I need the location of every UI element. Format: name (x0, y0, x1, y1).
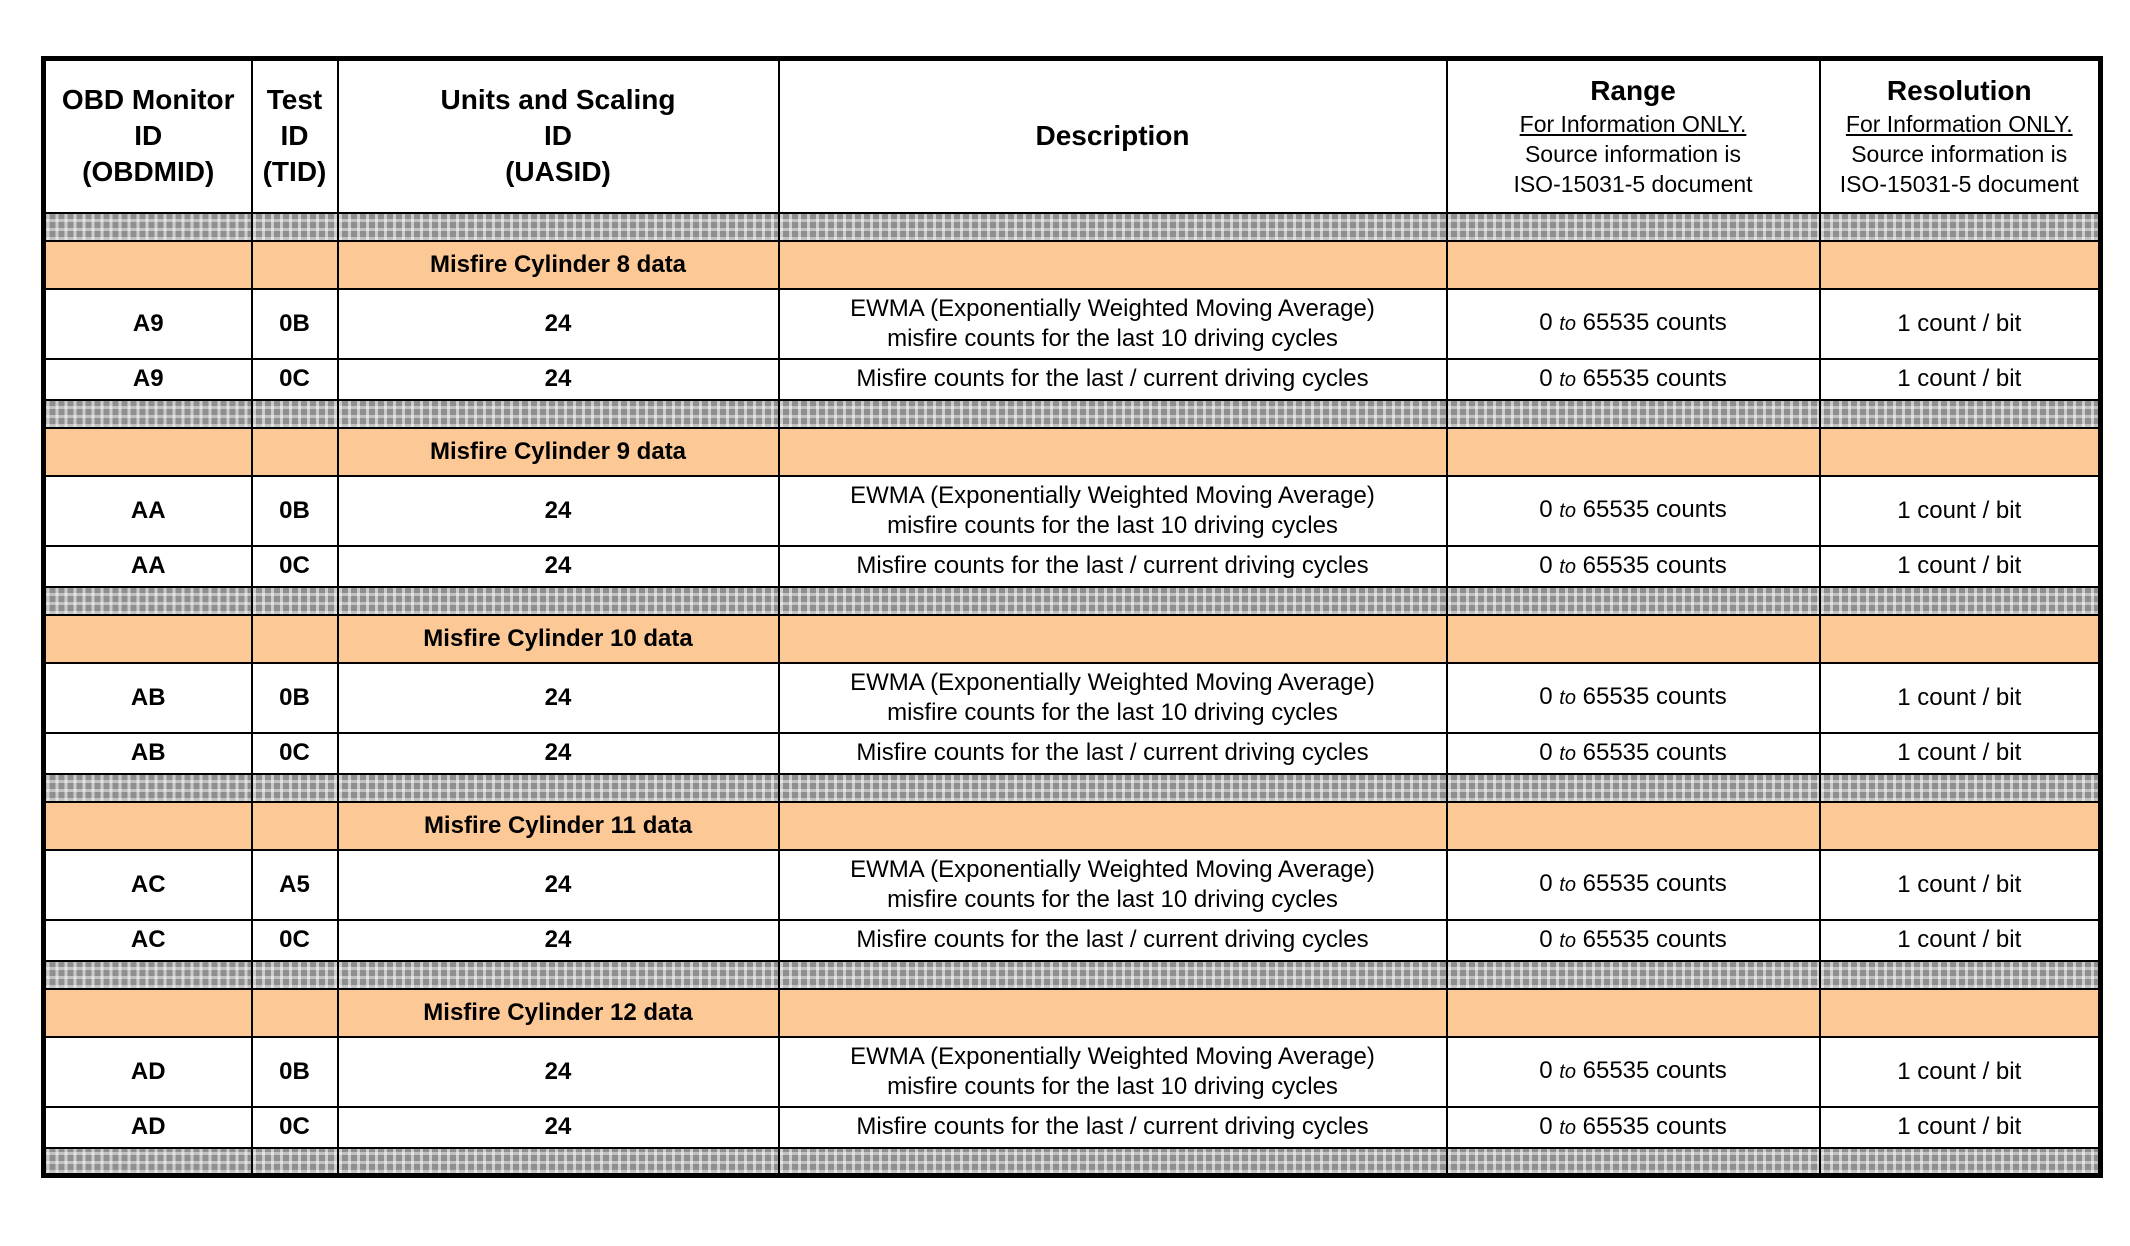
header-tid-line1: Test (266, 84, 323, 116)
tid-cell: 0B (252, 663, 338, 733)
tid-cell: 0C (252, 359, 338, 400)
tid-cell: 0B (252, 1037, 338, 1107)
header-range-note: For Information ONLY. (1519, 111, 1747, 138)
group-header-row (44, 615, 2101, 663)
group-empty-cell (252, 615, 338, 663)
header-uasid-line1: Units and Scaling (440, 84, 676, 116)
description-line2: misfire counts for the last 10 driving cycles (887, 885, 1338, 913)
separator-cell (1820, 400, 2101, 428)
group-empty-cell (44, 428, 252, 476)
separator-cell (44, 213, 252, 241)
separator-cell (44, 961, 252, 989)
header-tid (252, 59, 338, 213)
description-cell (779, 1037, 1447, 1107)
separator-cell (44, 1148, 252, 1176)
header-tid-line2: ID (280, 120, 309, 152)
separator-cell (252, 774, 338, 802)
table-row (44, 920, 2101, 961)
range-from: 0 (1539, 364, 1553, 392)
description-line2: misfire counts for the last 10 driving cycles (887, 324, 1338, 352)
table-row (44, 850, 2101, 920)
separator-cell (1447, 587, 1820, 615)
range-cell (1447, 546, 1820, 587)
tid-cell: A5 (252, 850, 338, 920)
obdmid-cell: AA (44, 546, 252, 587)
header-range-title: Range (1590, 75, 1676, 107)
header-obdmid (44, 59, 252, 213)
range-end: 65535 counts (1582, 1057, 1727, 1084)
group-empty-cell (44, 241, 252, 289)
uasid-cell: 24 (338, 1107, 779, 1148)
separator-cell (44, 587, 252, 615)
separator-cell (779, 400, 1447, 428)
description-line1: Misfire counts for the last / current driving cycles (856, 739, 1369, 766)
group-empty-cell (1820, 615, 2101, 663)
separator-cell (338, 213, 779, 241)
range-end: 65535 counts (1582, 364, 1727, 392)
separator-cell (338, 1148, 779, 1176)
range-to: to (1559, 687, 1576, 709)
range-to: to (1559, 874, 1576, 896)
description-line1: EWMA (Exponentially Weighted Moving Average) (850, 855, 1375, 883)
separator-cell (779, 1148, 1447, 1176)
table-row (44, 1037, 2101, 1107)
group-empty-cell (252, 989, 338, 1037)
separator-cell (1447, 961, 1820, 989)
separator-cell (252, 400, 338, 428)
group-title: Misfire Cylinder 10 data (338, 615, 779, 663)
table-row (44, 359, 2101, 400)
description-cell (779, 920, 1447, 961)
description-cell (779, 850, 1447, 920)
tid-cell: 0C (252, 733, 338, 774)
group-empty-cell (1447, 989, 1820, 1037)
range-cell (1447, 663, 1820, 733)
range-to: to (1559, 368, 1576, 391)
separator-cell (779, 213, 1447, 241)
header-obdmid-line3: (OBDMID) (82, 156, 215, 188)
header-resolution-src1: Source information is (1851, 141, 2068, 168)
uasid-cell: 24 (338, 1037, 779, 1107)
group-header-row (44, 428, 2101, 476)
range-cell (1447, 850, 1820, 920)
description-line1: Misfire counts for the last / current driving cycles (856, 365, 1369, 392)
range-cell (1447, 920, 1820, 961)
separator-row (44, 1148, 2101, 1176)
range-end: 65535 counts (1582, 870, 1727, 897)
table-row (44, 476, 2101, 546)
separator-cell (1447, 1148, 1820, 1176)
range-from: 0 (1539, 683, 1553, 710)
description-line1: Misfire counts for the last / current driving cycles (856, 926, 1369, 953)
separator-row (44, 774, 2101, 802)
tid-cell: 0B (252, 476, 338, 546)
range-to: to (1559, 1061, 1576, 1083)
group-header-row (44, 989, 2101, 1037)
obdmid-cell: AB (44, 733, 252, 774)
separator-cell (44, 774, 252, 802)
header-description: Description (779, 59, 1447, 213)
separator-cell (1820, 961, 2101, 989)
separator-cell (1820, 587, 2101, 615)
header-tid-line3: (TID) (262, 156, 327, 188)
separator-cell (1447, 213, 1820, 241)
separator-row (44, 961, 2101, 989)
header-uasid (338, 59, 779, 213)
range-to: to (1559, 313, 1576, 335)
group-empty-cell (252, 428, 338, 476)
table-row (44, 546, 2101, 587)
description-line1: EWMA (Exponentially Weighted Moving Average) (850, 668, 1375, 696)
range-to: to (1559, 500, 1576, 522)
range-end: 65535 counts (1582, 925, 1727, 953)
description-cell (779, 476, 1447, 546)
obdmid-cell: AB (44, 663, 252, 733)
range-cell (1447, 359, 1820, 400)
obdmid-cell: AC (44, 920, 252, 961)
uasid-cell: 24 (338, 546, 779, 587)
header-uasid-line3: (UASID) (505, 156, 611, 188)
resolution-cell: 1 count / bit (1820, 359, 2101, 400)
uasid-cell: 24 (338, 850, 779, 920)
uasid-cell: 24 (338, 476, 779, 546)
separator-cell (338, 961, 779, 989)
separator-row (44, 213, 2101, 241)
range-from: 0 (1539, 1057, 1553, 1084)
description-line2: misfire counts for the last 10 driving cycles (887, 511, 1338, 539)
group-header-row (44, 802, 2101, 850)
separator-cell (1820, 774, 2101, 802)
uasid-cell: 24 (338, 920, 779, 961)
uasid-cell: 24 (338, 733, 779, 774)
header-range (1447, 59, 1820, 213)
range-cell (1447, 289, 1820, 359)
separator-cell (1820, 1148, 2101, 1176)
range-from: 0 (1539, 870, 1553, 897)
header-obdmid-line2: ID (134, 120, 163, 152)
description-cell (779, 546, 1447, 587)
group-empty-cell (779, 802, 1447, 850)
tid-cell: 0B (252, 289, 338, 359)
group-empty-cell (252, 241, 338, 289)
range-from: 0 (1539, 309, 1553, 336)
resolution-cell: 1 count / bit (1820, 663, 2101, 733)
separator-cell (252, 1148, 338, 1176)
group-empty-cell (1447, 615, 1820, 663)
tid-cell: 0C (252, 1107, 338, 1148)
separator-cell (1447, 400, 1820, 428)
range-to: to (1559, 742, 1576, 765)
resolution-cell: 1 count / bit (1820, 1037, 2101, 1107)
range-cell (1447, 476, 1820, 546)
header-resolution-title: Resolution (1886, 75, 2032, 107)
range-from: 0 (1539, 1112, 1553, 1140)
tid-cell: 0C (252, 920, 338, 961)
obdmid-cell: AD (44, 1107, 252, 1148)
description-line2: misfire counts for the last 10 driving cycles (887, 698, 1338, 726)
header-obdmid-line1: OBD Monitor (61, 84, 235, 116)
description-line1: EWMA (Exponentially Weighted Moving Average) (850, 481, 1375, 509)
group-empty-cell (1820, 989, 2101, 1037)
table-row (44, 1107, 2101, 1148)
description-cell (779, 359, 1447, 400)
group-empty-cell (1820, 802, 2101, 850)
uasid-cell: 24 (338, 663, 779, 733)
resolution-cell: 1 count / bit (1820, 850, 2101, 920)
obd-monitor-table (41, 56, 2103, 1178)
separator-cell (252, 961, 338, 989)
range-end: 65535 counts (1582, 551, 1727, 579)
group-empty-cell (1447, 428, 1820, 476)
range-end: 65535 counts (1582, 738, 1727, 766)
resolution-cell: 1 count / bit (1820, 733, 2101, 774)
group-empty-cell (44, 802, 252, 850)
obdmid-cell: AD (44, 1037, 252, 1107)
group-empty-cell (779, 989, 1447, 1037)
range-end: 65535 counts (1582, 496, 1727, 523)
range-to: to (1559, 929, 1576, 952)
header-range-src2: ISO-15031-5 document (1513, 171, 1753, 198)
separator-cell (252, 587, 338, 615)
separator-cell (779, 774, 1447, 802)
table-row (44, 733, 2101, 774)
header-resolution-note: For Information ONLY. (1845, 111, 2073, 138)
header-resolution-src2: ISO-15031-5 document (1839, 171, 2079, 198)
range-cell (1447, 733, 1820, 774)
obdmid-cell: AC (44, 850, 252, 920)
range-from: 0 (1539, 738, 1553, 766)
separator-cell (1820, 213, 2101, 241)
separator-cell (779, 587, 1447, 615)
description-line1: EWMA (Exponentially Weighted Moving Average) (850, 1042, 1375, 1070)
separator-cell (252, 213, 338, 241)
resolution-cell: 1 count / bit (1820, 289, 2101, 359)
range-to: to (1559, 555, 1576, 578)
resolution-cell: 1 count / bit (1820, 546, 2101, 587)
separator-cell (44, 400, 252, 428)
header-range-src1: Source information is (1524, 141, 1742, 168)
separator-cell (779, 961, 1447, 989)
separator-cell (1447, 774, 1820, 802)
group-empty-cell (252, 802, 338, 850)
header-uasid-line2: ID (544, 120, 572, 152)
resolution-cell: 1 count / bit (1820, 1107, 2101, 1148)
range-end: 65535 counts (1582, 309, 1727, 336)
range-cell (1447, 1037, 1820, 1107)
separator-row (44, 400, 2101, 428)
table-row (44, 289, 2101, 359)
description-cell (779, 1107, 1447, 1148)
resolution-cell: 1 count / bit (1820, 920, 2101, 961)
range-end: 65535 counts (1582, 683, 1727, 710)
obdmid-cell: A9 (44, 289, 252, 359)
group-empty-cell (1447, 802, 1820, 850)
separator-cell (338, 774, 779, 802)
range-cell (1447, 1107, 1820, 1148)
range-from: 0 (1539, 925, 1553, 953)
group-title: Misfire Cylinder 12 data (338, 989, 779, 1037)
group-empty-cell (44, 615, 252, 663)
obdmid-cell: AA (44, 476, 252, 546)
description-line2: misfire counts for the last 10 driving cycles (887, 1072, 1338, 1100)
group-empty-cell (779, 428, 1447, 476)
description-line1: EWMA (Exponentially Weighted Moving Average) (850, 294, 1375, 322)
range-to: to (1559, 1116, 1576, 1139)
group-empty-cell (1820, 428, 2101, 476)
description-line1: Misfire counts for the last / current driving cycles (856, 1113, 1369, 1140)
description-cell (779, 663, 1447, 733)
group-title: Misfire Cylinder 11 data (338, 802, 779, 850)
description-line1: Misfire counts for the last / current driving cycles (856, 552, 1369, 579)
group-empty-cell (1820, 241, 2101, 289)
description-cell (779, 733, 1447, 774)
group-empty-cell (779, 615, 1447, 663)
separator-cell (338, 400, 779, 428)
uasid-cell: 24 (338, 359, 779, 400)
group-empty-cell (1447, 241, 1820, 289)
range-from: 0 (1539, 551, 1553, 579)
group-header-row (44, 241, 2101, 289)
table-body (44, 213, 2101, 1176)
group-title: Misfire Cylinder 8 data (338, 241, 779, 289)
description-cell (779, 289, 1447, 359)
group-empty-cell (779, 241, 1447, 289)
table-header-row (44, 59, 2101, 213)
tid-cell: 0C (252, 546, 338, 587)
range-from: 0 (1539, 496, 1553, 523)
group-title: Misfire Cylinder 9 data (338, 428, 779, 476)
separator-row (44, 587, 2101, 615)
obdmid-cell: A9 (44, 359, 252, 400)
uasid-cell: 24 (338, 289, 779, 359)
range-end: 65535 counts (1582, 1112, 1727, 1140)
group-empty-cell (44, 989, 252, 1037)
separator-cell (338, 587, 779, 615)
header-resolution (1820, 59, 2101, 213)
table-row (44, 663, 2101, 733)
resolution-cell: 1 count / bit (1820, 476, 2101, 546)
